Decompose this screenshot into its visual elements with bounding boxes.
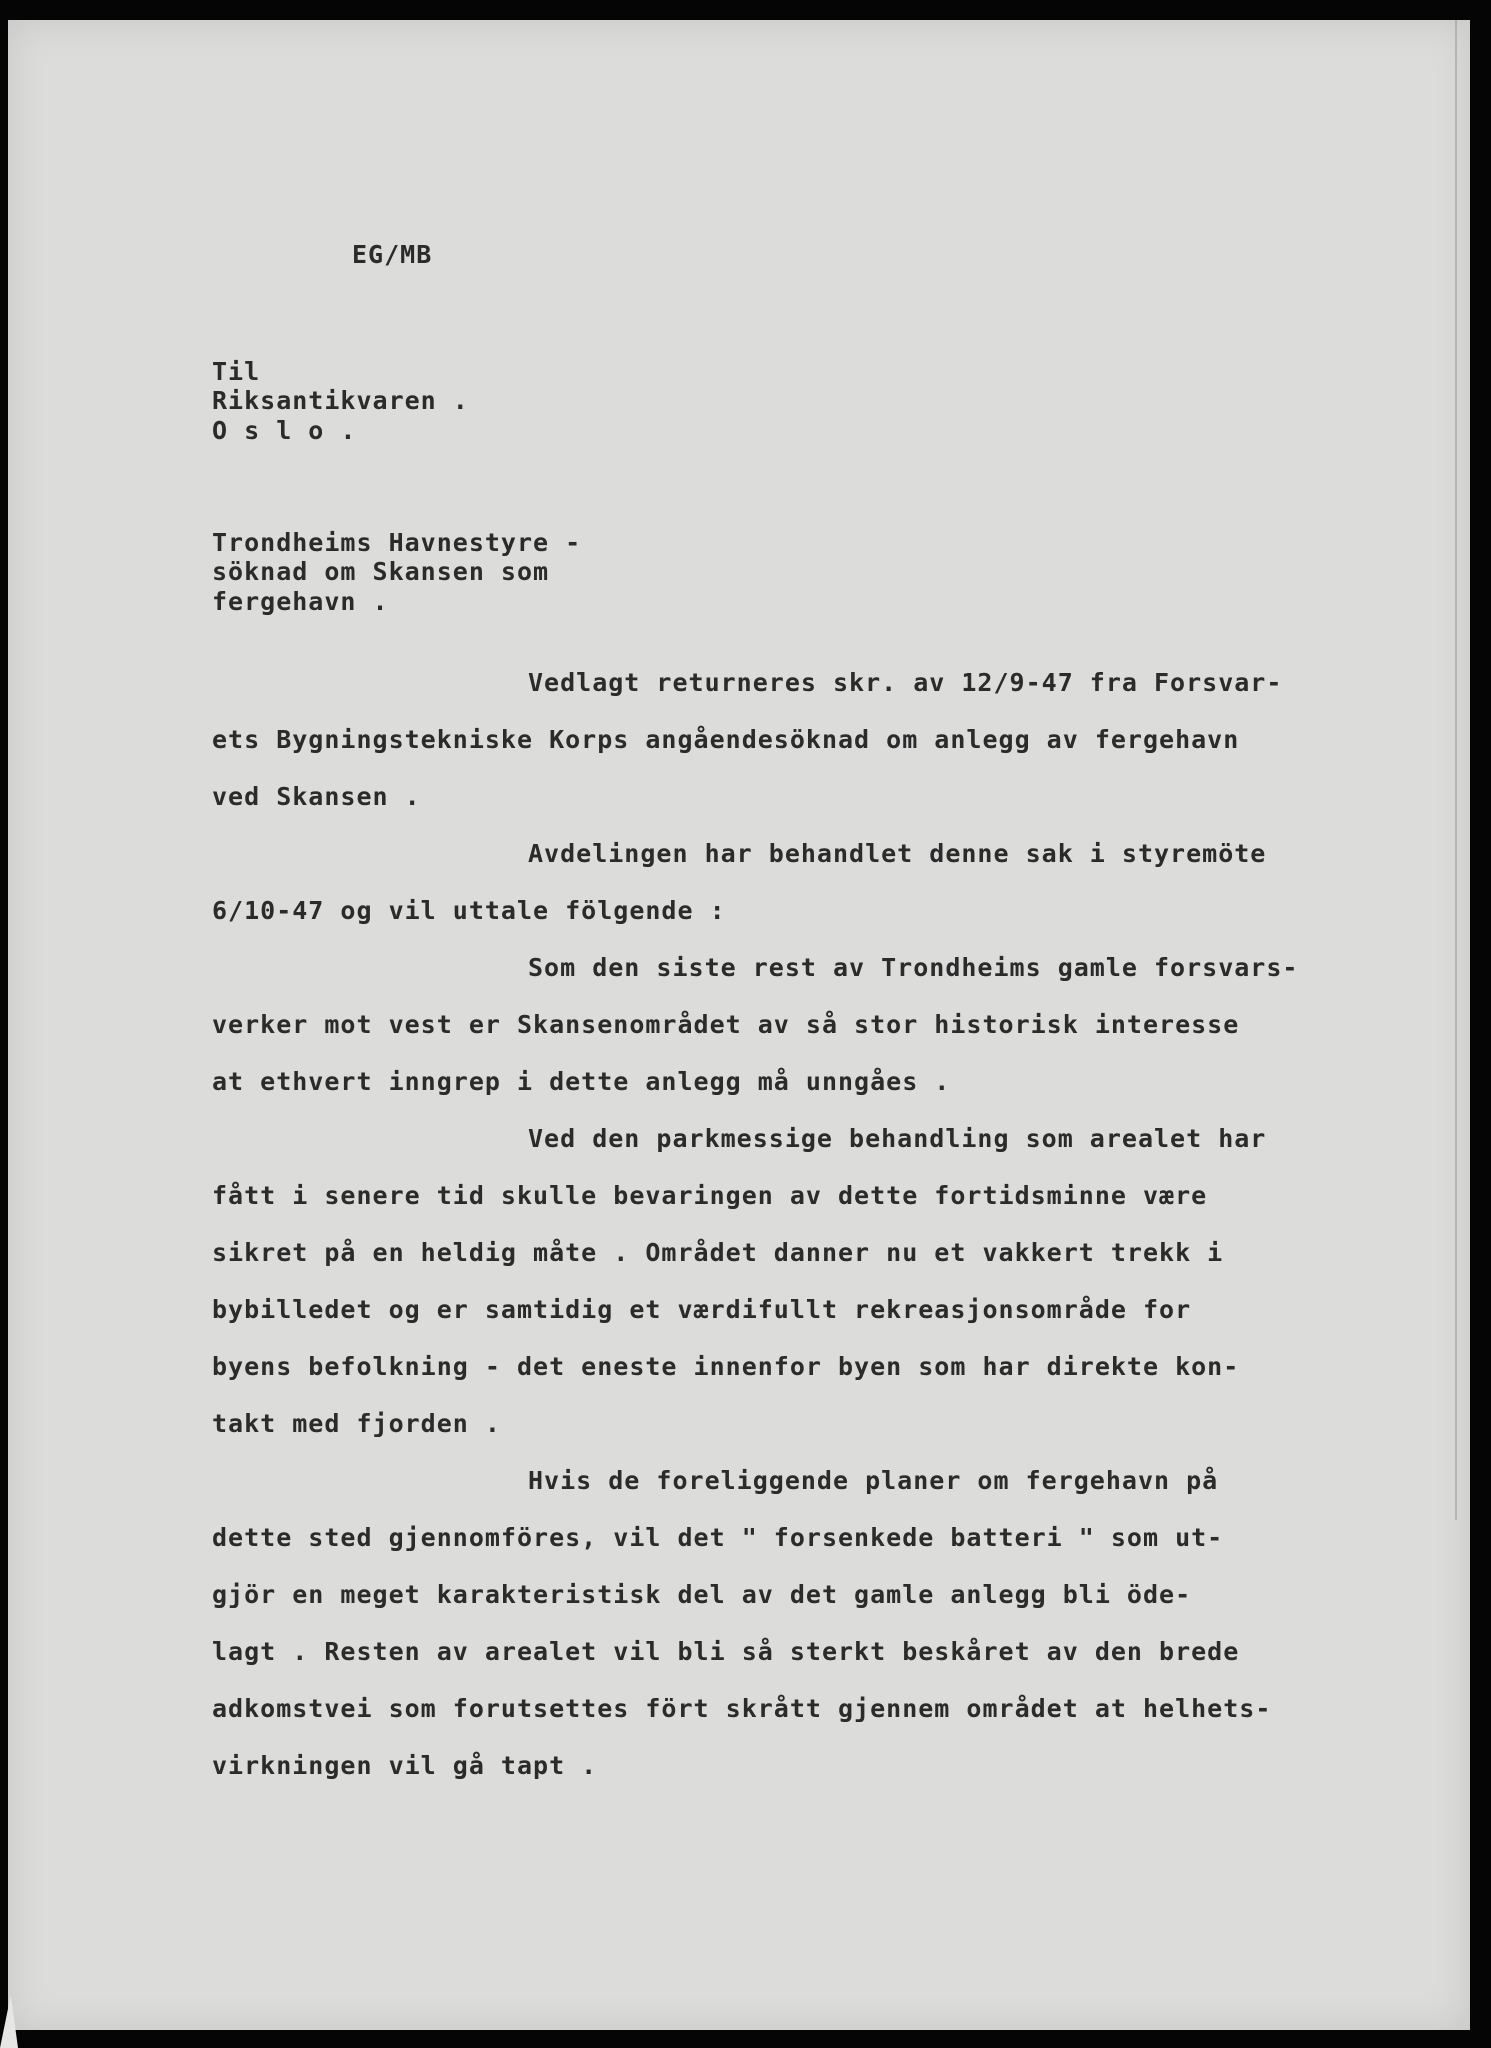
body-line: Avdelingen har behandlet denne sak i styremöte bbox=[528, 839, 1267, 868]
body-line: ets Bygningstekniske Korps angåendesöknad om anlegg av fergehavn bbox=[212, 725, 1240, 754]
body-line: takt med fjorden . bbox=[212, 1409, 501, 1438]
paper-fold-line bbox=[1455, 20, 1457, 1520]
subject-line: Trondheims Havnestyre - bbox=[212, 528, 582, 557]
body-line: sikret på en heldig måte . Området danner nu et vakkert trekk i bbox=[212, 1238, 1224, 1267]
body-line: bybilledet og er samtidig et værdifullt rekreasjonsområde for bbox=[212, 1295, 1192, 1324]
body-line: dette sted gjennomföres, vil det " forsenkede batteri " som ut- bbox=[212, 1523, 1224, 1552]
reference-code: EG/MB bbox=[352, 240, 433, 269]
body-line: at ethvert inngrep i dette anlegg må unngåes . bbox=[212, 1067, 951, 1096]
subject-line: söknad om Skansen som bbox=[212, 557, 550, 586]
body-line: 6/10-47 og vil uttale fölgende : bbox=[212, 896, 726, 925]
body-line: verker mot vest er Skansenområdet av så stor historisk interesse bbox=[212, 1010, 1240, 1039]
body-line: Ved den parkmessige behandling som arealet har bbox=[528, 1124, 1267, 1153]
body-line: Som den siste rest av Trondheims gamle forsvars- bbox=[528, 953, 1299, 982]
recipient-name: Riksantikvaren . bbox=[212, 386, 469, 415]
recipient-to: Til bbox=[212, 357, 261, 386]
body-line: gjör en meget karakteristisk del av det gamle anlegg bli öde- bbox=[212, 1580, 1192, 1609]
body-line: ved Skansen . bbox=[212, 782, 421, 811]
body-line: fått i senere tid skulle bevaringen av dette fortidsminne være bbox=[212, 1181, 1208, 1210]
subject-line: fergehavn . bbox=[212, 587, 389, 616]
body-line: adkomstvei som forutsettes fört skrått gjennem området at helhets- bbox=[212, 1694, 1272, 1723]
recipient-city: O s l o . bbox=[212, 416, 357, 445]
body-line: Hvis de foreliggende planer om fergehavn på bbox=[528, 1466, 1219, 1495]
body-line: virkningen vil gå tapt . bbox=[212, 1751, 598, 1780]
body-line: Vedlagt returneres skr. av 12/9-47 fra Forsvar- bbox=[528, 668, 1283, 697]
body-line: lagt . Resten av arealet vil bli så sterkt beskåret av den brede bbox=[212, 1637, 1240, 1666]
body-line: byens befolkning - det eneste innenfor byen som har direkte kon- bbox=[212, 1352, 1240, 1381]
